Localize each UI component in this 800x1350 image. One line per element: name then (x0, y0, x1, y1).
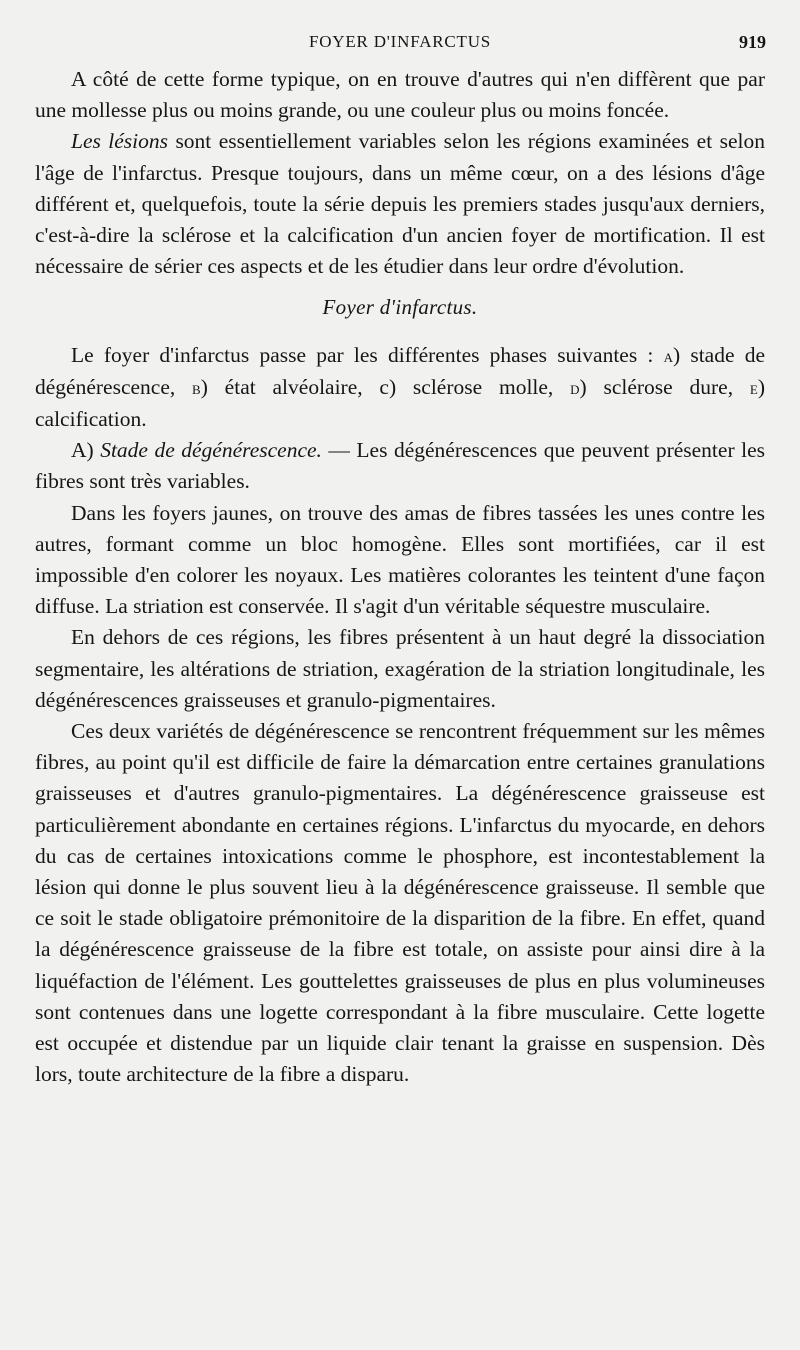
paragraph-4-text: — Les dégénérescences que peuvent présenter les fibres sont très variables. (35, 438, 765, 494)
paragraph-2-lead: Les lésions (71, 129, 169, 154)
paragraph-3-part-d: ) sclérose dure, (579, 374, 750, 399)
paragraph-4 (35, 435, 765, 497)
phase-letter-a: a (663, 345, 673, 367)
running-head (0, 30, 800, 56)
paragraph-6: En dehors de ces régions, les fibres présentent à un haut degré la dissociation segmentaire, les altérations de striation, exagération de la striation longitudinale, les dégénérescences graisseuses et granulo-pigmentaires. (35, 625, 765, 712)
paragraph-3-part-b: ) stade de dégénérescence, (35, 342, 765, 399)
paragraph-4-lead: Stade de dégénérescence. (100, 438, 322, 463)
section-heading: Foyer d'infarctus. (322, 295, 478, 320)
phase-letter-d: d (570, 377, 580, 399)
paragraph-3 (35, 340, 765, 436)
paragraph-4-label: A) (71, 438, 101, 463)
paragraph-3-part-c: ) état alvéolaire, c) sclérose molle, (200, 374, 571, 399)
paragraph-3-part-a: Le foyer d'infarctus passe par les différentes phases suivantes : (71, 342, 664, 367)
paragraph-3-part-e: ) calcification. (35, 374, 765, 432)
paragraph-7: Ces deux variétés de dégénérescence se rencontrent fréquemment sur les mêmes fibres, au point qu'il est difficile de faire la démarcation entre certaines granulations graisseuses et d'autres granulo-pigmentaires. La dégénérescence graisseuse est particulièrement abondante en certaines régions. L'infarctus du myocarde, en dehors du cas de certaines intoxications comme le phosphore, est incontestablement la lésion qui donne le plus souvent lieu à la dégénérescence graisseuse. Il semble que ce soit le stade obligatoire prémonitoire de la disparition de la fibre. En effet, quand la dégénérescence graisseuse de la fibre est totale, on assiste pour ainsi dire à la liquéfaction de l'élément. Les gouttelettes graisseuses de plus en plus volumineuses sont contenues dans une logette correspondant à la fibre musculaire. Cette logette est occupée et distendue par un liquide clair tenant la graisse en suspension. Dès lors, toute architecture de la fibre a disparu. (35, 719, 765, 1087)
phase-letter-e: e (749, 377, 758, 399)
paragraph-2 (35, 126, 765, 282)
paragraph-2-text: sont essentiellement variables selon les régions examinées et selon l'âge de l'infarctus. Presque toujours, dans un même cœur, on a des lésions d'âge différent et, quelquefois, toute la série depuis les premiers stades jusqu'aux derniers, c'est-à-dire la sclérose et la calcification d'un ancien foyer de mortification. Il est nécessaire de sérier ces aspects et de les étudier dans leur ordre d'évolution. (35, 129, 765, 279)
paragraph-1: A côté de cette forme typique, on en trouve d'autres qui n'en diffèrent que par une mollesse plus ou moins grande, ou une couleur plus ou moins foncée. (35, 67, 765, 123)
phase-letter-b: b (192, 377, 201, 399)
running-title: FOYER D'INFARCTUS (308, 32, 492, 51)
page-number: 919 (739, 32, 766, 52)
body-text (35, 64, 765, 1091)
paragraph-5: Dans les foyers jaunes, on trouve des amas de fibres tassées les unes contre les autres, formant comme un bloc homogène. Elles sont mortifiées, car il est impossible d'en colorer les noyaux. Les matières colorantes les teintent d'une façon diffuse. La striation est conservée. Il s'agit d'un véritable séquestre musculaire. (35, 500, 765, 619)
